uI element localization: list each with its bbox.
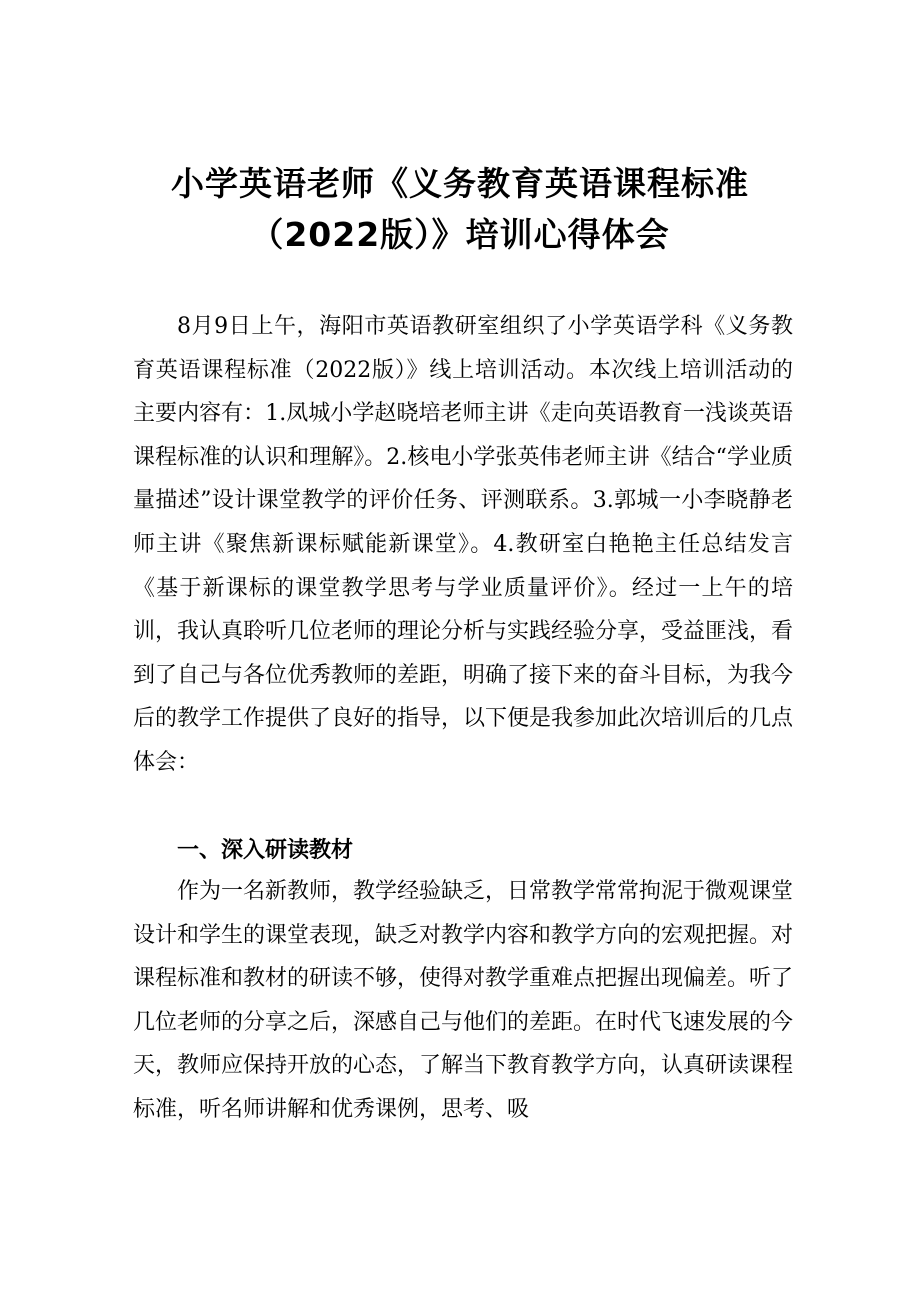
intro-paragraph: 8月9日上午，海阳市英语教研室组织了小学英语学科《义务教育英语课程标准（2022版）》线上培训活动。本次线上培训活动的主要内容有：1.凤城小学赵晓培老师主讲《走向英语教育一浅谈英语课程标准的认识和理解》。2.核电小学张英伟老师主讲《结合“学业质量描述”设计课堂教学的评价任务、评测联系。3.郭城一小李晓静老师主讲《聚焦新课标赋能新课堂》。4.教研室白艳艳主任总结发言《基于新课标的课堂教学思考与学业质量评价》。经过一上午的培训，我认真聆听几位老师的理论分析与实践经验分享，受益匪浅，看到了自己与各位优秀教师的差距，明确了接下来的奋斗目标，为我今后的教学工作提供了良好的指导，以下便是我参加此次培训后的几点体会：: [133, 314, 794, 775]
document-title-line-2: （2022版）》培训心得体会: [250, 215, 670, 254]
section-heading-1: 一、深入研读教材: [177, 838, 354, 863]
section-1-paragraph: 作为一名新教师，教学经验缺乏，日常教学常常拘泥于微观课堂设计和学生的课堂表现，缺乏对教学内容和教学方向的宏观把握。对课程标准和教材的研读不够，使得对教学重难点把握出现偏差。听了几位老师的分享之后，深感自己与他们的差距。在时代飞速发展的今天，教师应保持开放的心态，了解当下教育教学方向，认真研读课程标准，听名师讲解和优秀课例，思考、吸: [133, 879, 794, 1122]
document-title-line-1: 小学英语老师《义务教育英语课程标准: [171, 164, 749, 203]
